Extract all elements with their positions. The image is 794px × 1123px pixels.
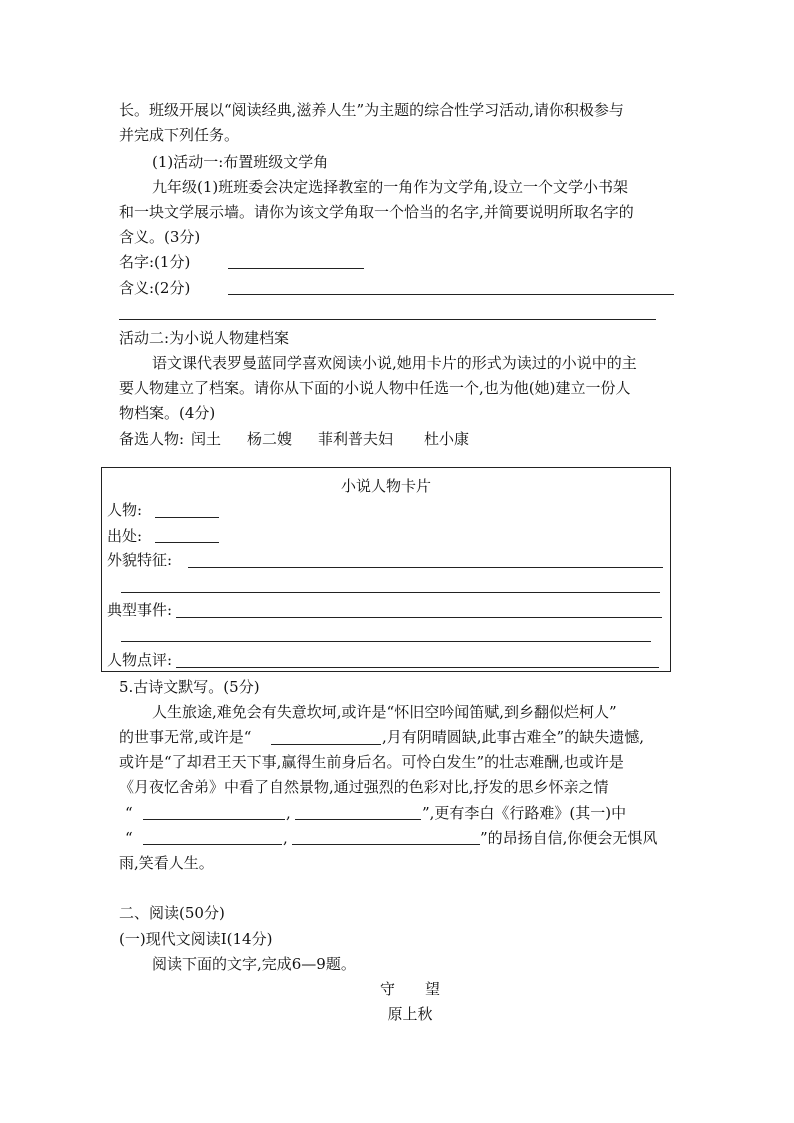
- article-title: 守 望: [379, 980, 440, 998]
- name-answer-line[interactable]: [228, 267, 364, 269]
- candidate-du-xiaokang: 杜小康: [424, 430, 470, 448]
- meaning-label: 含义:(2分): [119, 279, 191, 297]
- card-appearance-label: 外貌特征:: [107, 551, 173, 569]
- activity2-paragraph-line-2: 要人物建立了档案。请你从下面的小说人物中任选一个,也为他(她)建立一份人: [119, 379, 631, 397]
- activity1-heading: (1)活动一:布置班级文学角: [152, 153, 329, 171]
- card-comment-label: 人物点评:: [107, 651, 173, 669]
- q5-line-1: 人生旅途,难免会有失意坎坷,或许是“怀旧空吟闻笛赋,到乡翻似烂柯人”: [152, 703, 617, 721]
- q5-line-7: 雨,笑看人生。: [119, 854, 214, 872]
- q5-line-6-open-quote: “: [125, 829, 133, 847]
- name-label: 名字:(1分): [119, 253, 191, 271]
- q5-heading: 5.古诗文默写。(5分): [119, 678, 260, 696]
- card-person-label: 人物:: [107, 501, 143, 519]
- card-event-line-1[interactable]: [176, 616, 662, 618]
- activity1-paragraph-line-2: 和一块文学展示墙。请你为该文学角取一个恰当的名字,并简要说明所取名字的: [119, 203, 634, 221]
- card-event-line-2[interactable]: [121, 640, 651, 642]
- q5-line-4: 《月夜忆舍弟》中看了自然景物,通过强烈的色彩对比,抒发的思乡怀亲之情: [119, 778, 609, 796]
- card-source-line[interactable]: [155, 541, 219, 543]
- q5-line-6-end: ”的昂扬自信,你便会无惧风: [480, 829, 658, 847]
- q5-line-6-comma: ,: [283, 829, 288, 847]
- q5-line-5-open-quote: “: [125, 804, 133, 822]
- candidate-yang-ersao: 杨二嫂: [247, 430, 293, 448]
- card-source-label: 出处:: [107, 527, 143, 545]
- q5-blank-2[interactable]: [143, 818, 285, 820]
- candidates-label: 备选人物:: [119, 430, 185, 448]
- q5-line-5-end: ”,更有李白《行路难》(其一)中: [422, 804, 627, 822]
- article-author: 原上秋: [387, 1005, 433, 1023]
- q5-line-2-start: 的世事无常,或许是“: [119, 728, 252, 746]
- meaning-answer-line-1[interactable]: [228, 293, 674, 295]
- q5-blank-1[interactable]: [271, 743, 381, 745]
- q5-blank-5[interactable]: [292, 843, 480, 845]
- activity2-heading: 活动二:为小说人物建档案: [119, 329, 290, 347]
- q5-line-2-end: ,月有阴晴圆缺,此事古难全”的缺失遗憾,: [382, 728, 644, 746]
- section2-heading: 二、阅读(50分): [119, 904, 225, 922]
- q5-line-3: 或许是“了却君王天下事,赢得生前身后名。可怜白发生”的壮志难酬,也或许是: [119, 753, 624, 771]
- card-person-line[interactable]: [155, 516, 219, 518]
- card-comment-line[interactable]: [176, 666, 659, 668]
- activity2-paragraph-line-3: 物档案。(4分): [119, 404, 216, 422]
- intro-line-2: 并完成下列任务。: [119, 126, 240, 144]
- card-title: 小说人物卡片: [340, 477, 431, 495]
- q5-blank-4[interactable]: [143, 843, 282, 845]
- card-event-label: 典型事件:: [107, 601, 173, 619]
- activity1-paragraph-line-1: 九年级(1)班班委会决定选择教室的一角作为文学角,设立一个文学小书架: [152, 178, 629, 196]
- candidate-runtu: 闰土: [191, 430, 222, 448]
- candidate-philippe-couple: 菲利普夫妇: [318, 430, 394, 448]
- activity1-paragraph-line-3: 含义。(3分): [119, 228, 201, 246]
- section2-subheading: (一)现代文阅读Ⅰ(14分): [119, 930, 273, 948]
- section2-instruction: 阅读下面的文字,完成6—9题。: [152, 955, 356, 973]
- card-appearance-line-2[interactable]: [121, 591, 660, 593]
- meaning-answer-line-2[interactable]: [119, 318, 656, 320]
- card-appearance-line-1[interactable]: [188, 566, 663, 568]
- activity2-paragraph-line-1: 语文课代表罗曼蓝同学喜欢阅读小说,她用卡片的形式为读过的小说中的主: [152, 354, 637, 372]
- intro-line-1: 长。班级开展以“阅读经典,滋养人生”为主题的综合性学习活动,请你积极参与: [119, 101, 624, 119]
- q5-line-5-comma: ,: [286, 804, 291, 822]
- q5-blank-3[interactable]: [295, 818, 421, 820]
